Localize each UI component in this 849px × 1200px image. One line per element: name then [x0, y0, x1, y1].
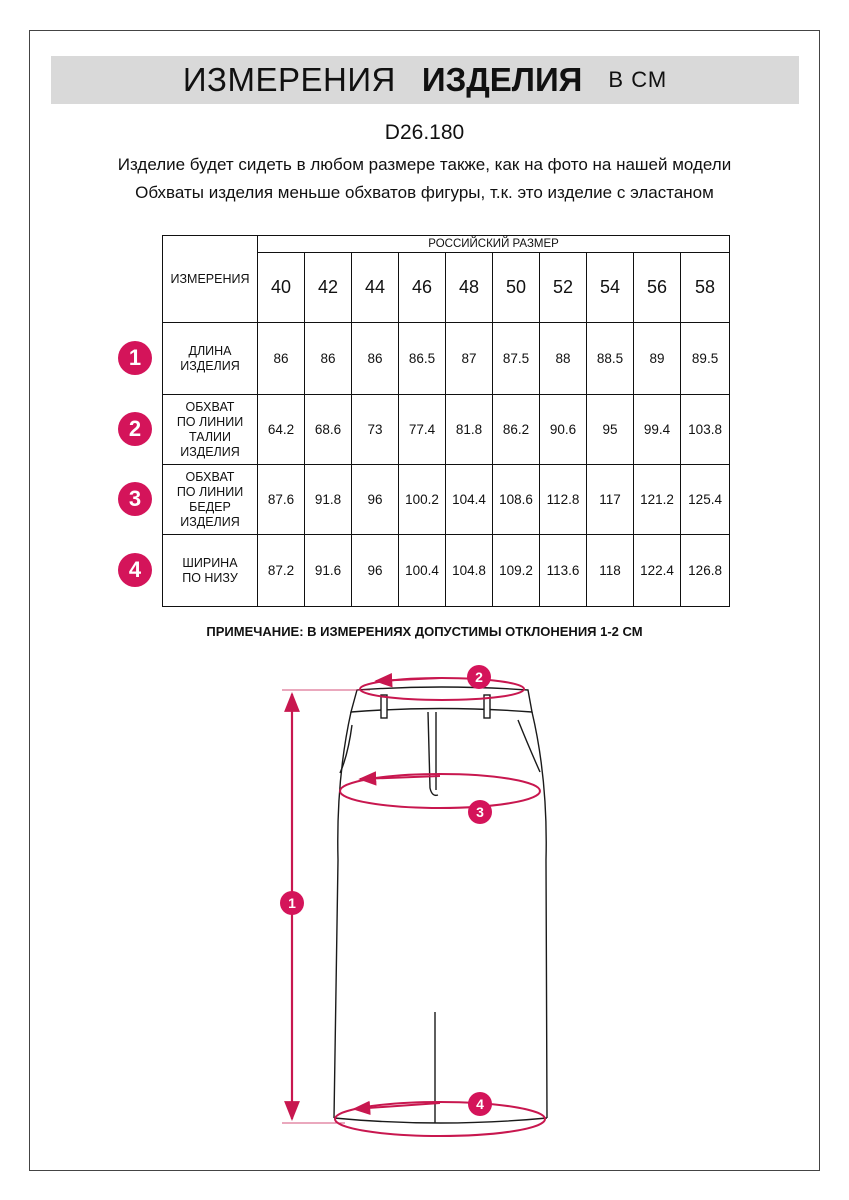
table-cell: 87.6	[258, 465, 305, 535]
table-cell: 126.8	[681, 535, 730, 607]
table-cell: 87	[446, 323, 493, 395]
measurement-badge: 4	[118, 553, 152, 587]
skirt-outline	[334, 687, 547, 1123]
measurement-badge: 1	[118, 341, 152, 375]
size-header: 42	[305, 253, 352, 323]
table-cell: 121.2	[634, 465, 681, 535]
row-label: ОБХВАТ ПО ЛИНИИ ТАЛИИ ИЗДЕЛИЯ	[163, 395, 258, 465]
table-cell: 99.4	[634, 395, 681, 465]
table-cell: 90.6	[540, 395, 587, 465]
table-cell: 91.8	[305, 465, 352, 535]
size-header: 44	[352, 253, 399, 323]
diagram-marker-1	[280, 891, 304, 915]
diagram-marker-label: 3	[476, 804, 484, 820]
table-cell: 117	[587, 465, 634, 535]
hem-ellipse	[335, 1102, 545, 1136]
table-cell: 122.4	[634, 535, 681, 607]
title-unit: В СМ	[608, 67, 668, 92]
table-cell: 86	[352, 323, 399, 395]
table-cell: 81.8	[446, 395, 493, 465]
table-cell: 96	[352, 465, 399, 535]
size-header: 54	[587, 253, 634, 323]
diagram-marker-4	[468, 1092, 492, 1116]
diagram-marker-label: 4	[476, 1096, 484, 1112]
table-cell: 112.8	[540, 465, 587, 535]
table-cell: 108.6	[493, 465, 540, 535]
title-regular: ИЗМЕРЕНИЯ	[182, 61, 396, 98]
diagram-marker-2	[467, 665, 491, 689]
fit-note: Изделие будет сидеть в любом размере также, как на фото на нашей модели	[117, 155, 732, 174]
table-cell: 113.6	[540, 535, 587, 607]
table-cell: 88	[540, 323, 587, 395]
table-cell: 86.2	[493, 395, 540, 465]
diagram-marker-label: 1	[288, 895, 296, 911]
elastane-note: Обхваты изделия меньше обхватов фигуры, т.к. это изделие с эластаном	[135, 183, 714, 202]
article-number: D26.180	[384, 121, 465, 144]
diagram-marker-label: 2	[475, 669, 483, 685]
size-header: 52	[540, 253, 587, 323]
table-cell: 73	[352, 395, 399, 465]
title-bold: ИЗДЕЛИЯ	[421, 61, 583, 98]
table-cell: 86	[258, 323, 305, 395]
table-cell: 100.2	[399, 465, 446, 535]
tolerance-note: ПРИМЕЧАНИЕ: В ИЗМЕРЕНИЯХ ДОПУСТИМЫ ОТКЛОНЕНИЯ 1-2 СМ	[206, 624, 643, 639]
table-cell: 64.2	[258, 395, 305, 465]
size-header: 48	[446, 253, 493, 323]
size-group-header: РОССИЙСКИЙ РАЗМЕР	[258, 236, 730, 253]
row-label: ШИРИНА ПО НИЗУ	[163, 535, 258, 607]
table-cell: 77.4	[399, 395, 446, 465]
table-cell: 96	[352, 535, 399, 607]
size-header: 40	[258, 253, 305, 323]
size-header: 50	[493, 253, 540, 323]
table-cell: 68.6	[305, 395, 352, 465]
row-label: ОБХВАТ ПО ЛИНИИ БЕДЕР ИЗДЕЛИЯ	[163, 465, 258, 535]
hip-arrow	[360, 776, 440, 779]
table-cell: 104.4	[446, 465, 493, 535]
table-cell: 87.2	[258, 535, 305, 607]
table-cell: 91.6	[305, 535, 352, 607]
size-header: 56	[634, 253, 681, 323]
table-cell: 86	[305, 323, 352, 395]
diagram-marker-3	[468, 800, 492, 824]
table-cell: 104.8	[446, 535, 493, 607]
table-cell: 118	[587, 535, 634, 607]
table-cell: 87.5	[493, 323, 540, 395]
size-header: 58	[681, 253, 730, 323]
table-cell: 89	[634, 323, 681, 395]
table-cell: 100.4	[399, 535, 446, 607]
table-cell: 88.5	[587, 323, 634, 395]
table-cell: 103.8	[681, 395, 730, 465]
measurement-badge: 3	[118, 482, 152, 516]
table-cell: 86.5	[399, 323, 446, 395]
measurements-header: ИЗМЕРЕНИЯ	[163, 236, 258, 323]
row-label: ДЛИНА ИЗДЕЛИЯ	[163, 323, 258, 395]
size-header: 46	[399, 253, 446, 323]
table-cell: 109.2	[493, 535, 540, 607]
measurement-badge: 2	[118, 412, 152, 446]
table-cell: 95	[587, 395, 634, 465]
table-cell: 89.5	[681, 323, 730, 395]
table-cell: 125.4	[681, 465, 730, 535]
